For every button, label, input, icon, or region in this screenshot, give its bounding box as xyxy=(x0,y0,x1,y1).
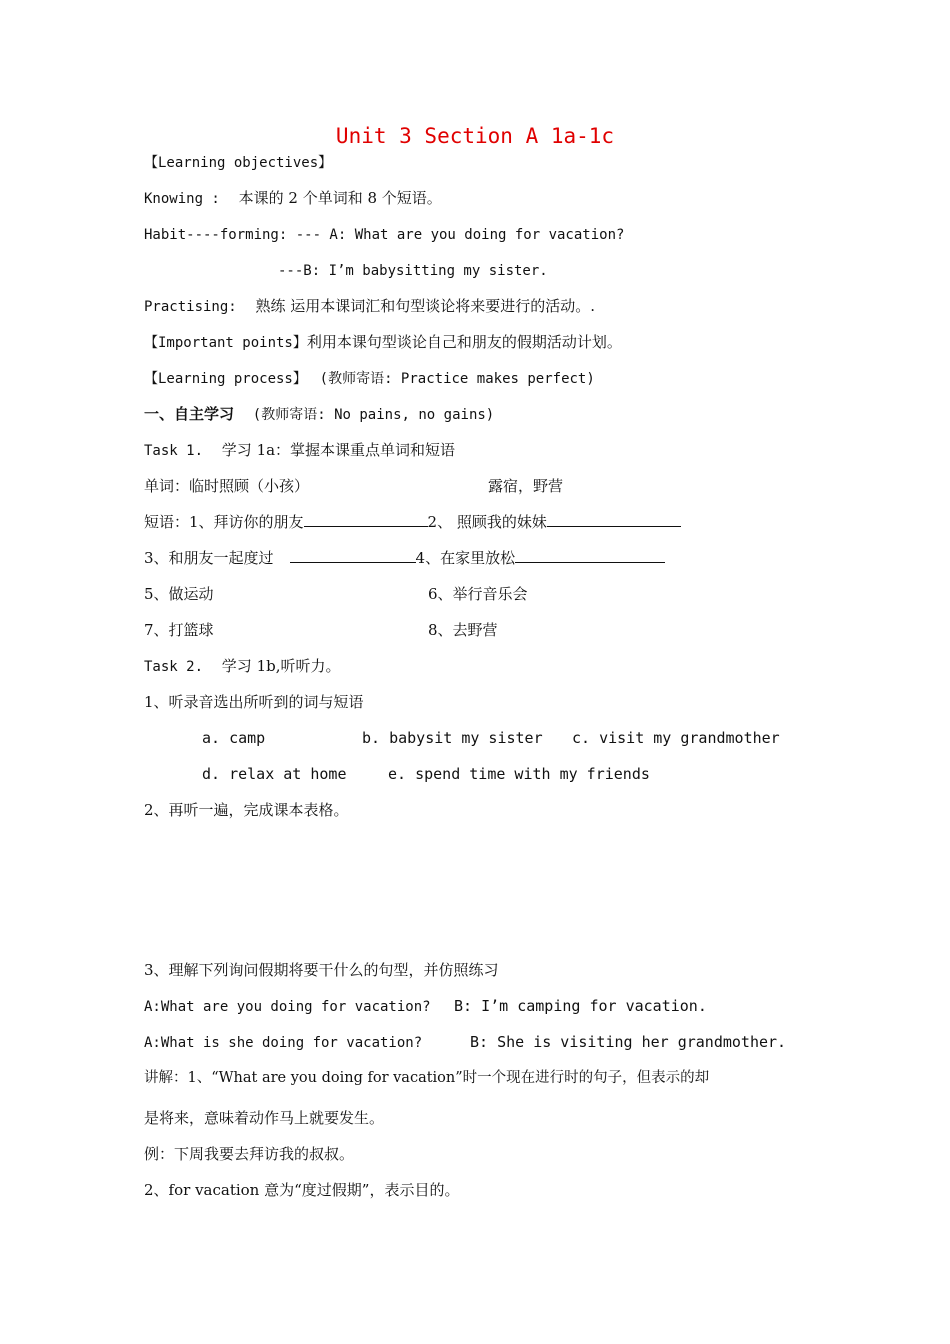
example: 例：下周我要去拜访我的叔叔。 xyxy=(144,1145,355,1163)
explain-1b: 是将来，意味着动作马上就要发生。 xyxy=(144,1109,385,1127)
option-c: c. visit my grandmother xyxy=(572,729,780,747)
phrase-3: 3、和朋友一起度过 xyxy=(144,549,274,567)
option-b: b. babysit my sister xyxy=(362,729,543,747)
words-label: 单词：临时照顾（小孩） xyxy=(144,477,310,495)
practising-line xyxy=(144,296,595,317)
practising-text: 熟练 运用本课词汇和句型谈论将来要进行的活动。. xyxy=(255,297,596,315)
dialog2-a-text: A:What is she doing for vacation? xyxy=(144,1035,423,1051)
important-text: 利用本课句型谈论自己和朋友的假期活动计划。 xyxy=(306,333,622,351)
dialog2-b: B: She is visiting her grandmother. xyxy=(470,1033,787,1051)
objectives-heading-text: 【Learning objectives】 xyxy=(144,155,333,171)
phrase-1-blank[interactable] xyxy=(304,512,428,527)
important-label: 【Important points】 xyxy=(144,335,307,351)
dialog1-a xyxy=(144,996,431,1017)
dialog2-a xyxy=(144,1032,422,1053)
words-line xyxy=(144,476,309,496)
dialog1-a-text: A:What are you doing for vacation? xyxy=(144,999,431,1015)
section1-line xyxy=(144,404,494,425)
phrase-1: 短语：1、拜访你的朋友 xyxy=(144,513,304,531)
process-line xyxy=(144,368,595,389)
important-line xyxy=(144,332,622,353)
option-d: d. relax at home xyxy=(202,765,347,783)
task1-label: Task 1. xyxy=(144,443,204,459)
section1-label: 一、自主学习 xyxy=(144,405,235,423)
knowing-line xyxy=(144,188,442,209)
phrase-3-blank[interactable] xyxy=(290,548,416,563)
task1-line xyxy=(144,440,455,461)
process-text: (教师寄语: Practice makes perfect) xyxy=(319,371,595,387)
phrase-row-2 xyxy=(144,548,665,568)
item3: 3、理解下列询问假期将要干什么的句型，并仿照练习 xyxy=(144,961,499,979)
explain-1: 讲解：1、“What are you doing for vacation”时一个现在进行时的句子，但表示的却 xyxy=(144,1070,710,1086)
task1-text: 学习 1a：掌握本课重点单词和短语 xyxy=(221,441,456,459)
phrase-5: 5、做运动 xyxy=(144,585,214,603)
habit-line xyxy=(144,224,624,245)
task2-line xyxy=(144,656,340,677)
knowing-label: Knowing : xyxy=(144,191,220,207)
practising-label: Practising: xyxy=(144,299,237,315)
objectives-heading xyxy=(144,152,332,173)
phrase-7: 7、打篮球 xyxy=(144,621,214,639)
phrase-6: 6、举行音乐会 xyxy=(428,585,528,603)
phrase-2-blank[interactable] xyxy=(547,512,681,527)
option-e: e. spend time with my friends xyxy=(388,765,650,783)
page-title: Unit 3 Section A 1a-1c xyxy=(335,124,615,148)
task2-text: 学习 1b,听听力。 xyxy=(221,657,341,675)
phrase-row-1 xyxy=(144,512,681,532)
listen2: 2、再听一遍，完成课本表格。 xyxy=(144,801,349,819)
habit-label: Habit----forming: --- A: What are you doing for vacation? xyxy=(144,227,625,243)
phrase-2: 2、 照顾我的妹妹 xyxy=(427,513,547,531)
process-label: 【Learning process】 xyxy=(144,371,307,387)
habit-b-text: ---B: I’m babysitting my sister. xyxy=(278,263,548,279)
phrase-4: 4、在家里放松 xyxy=(415,549,516,567)
listen1: 1、听录音选出所听到的词与短语 xyxy=(144,693,364,711)
option-a: a. camp xyxy=(202,729,266,747)
words-item2: 露宿，野营 xyxy=(488,477,564,495)
knowing-text: 本课的 2 个单词和 8 个短语。 xyxy=(238,189,442,207)
section1-text: (教师寄语: No pains, no gains) xyxy=(252,407,495,423)
explain-2: 2、for vacation 意为“度过假期”，表示目的。 xyxy=(144,1181,460,1199)
habit-b-line xyxy=(278,260,548,281)
phrase-4-blank[interactable] xyxy=(515,548,665,563)
dialog1-b: B: I’m camping for vacation. xyxy=(454,997,707,1015)
phrase-8: 8、去野营 xyxy=(428,621,498,639)
task2-label: Task 2. xyxy=(144,659,204,675)
